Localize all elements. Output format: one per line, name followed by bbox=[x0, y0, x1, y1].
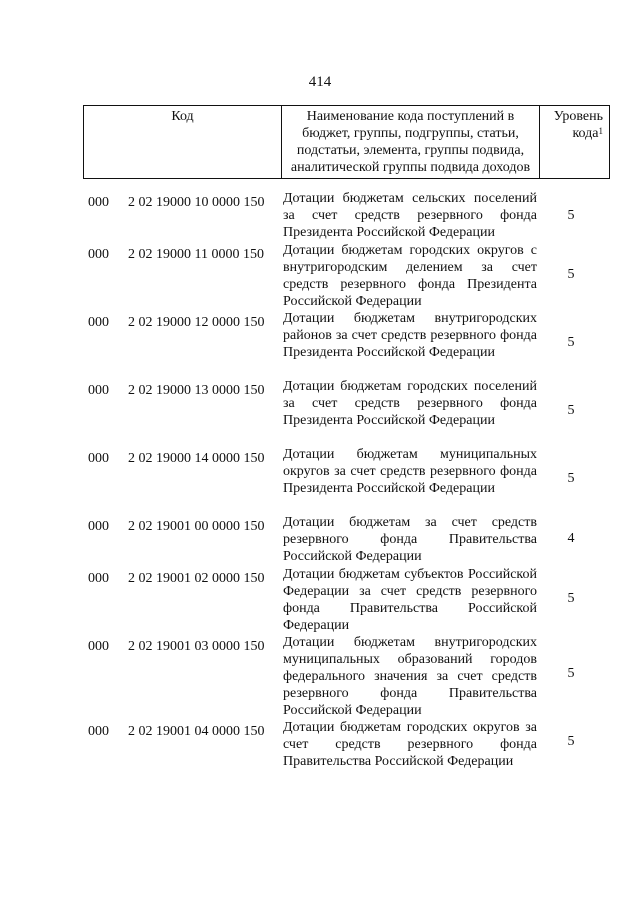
table-row bbox=[88, 378, 608, 446]
budget-code: 2 02 19000 13 0000 150 bbox=[128, 383, 265, 398]
admin-code: 000 bbox=[88, 519, 109, 534]
row-name: Дотации бюджетам внутригородских муниципальных образований городов федерального значения за счет средств резервного фонда Правительства Российской Федерации bbox=[283, 635, 537, 718]
row-name: Дотации бюджетам за счет средств резервного фонда Правительства Российской Федерации bbox=[283, 515, 537, 564]
row-name: Дотации бюджетам внутригородских районов за счет средств резервного фонда Президента Российской Федерации bbox=[283, 311, 537, 360]
table-row bbox=[88, 634, 608, 719]
budget-code: 2 02 19001 02 0000 150 bbox=[128, 571, 265, 586]
admin-code: 000 bbox=[88, 724, 109, 739]
table-row bbox=[88, 719, 608, 771]
header-level bbox=[540, 106, 610, 179]
level-value: 5 bbox=[567, 471, 575, 486]
row-name: Дотации бюджетам городских округов с внутригородским делением за счет средств резервного фонда Президента Российской Федерации bbox=[283, 243, 537, 309]
level-value: 5 bbox=[567, 267, 575, 282]
table-row bbox=[88, 190, 608, 242]
budget-code: 2 02 19001 04 0000 150 bbox=[128, 724, 265, 739]
table-body bbox=[88, 190, 608, 771]
header-name: Наименование кода поступлений в бюджет, группы, подгруппы, статьи, подстатьи, элемента, группы подвида, аналитической группы подвида доходов bbox=[282, 106, 540, 179]
table-row bbox=[88, 446, 608, 514]
budget-code: 2 02 19001 03 0000 150 bbox=[128, 639, 265, 654]
row-name: Дотации бюджетам городских округов за счет средств резервного фонда Правительства Российской Федерации bbox=[283, 720, 537, 769]
row-name: Дотации бюджетам городских поселений за счет средств резервного фонда Президента Российской Федерации bbox=[283, 379, 537, 428]
table-row bbox=[88, 310, 608, 378]
table-row bbox=[88, 514, 608, 566]
budget-code: 2 02 19000 11 0000 150 bbox=[128, 247, 264, 262]
header-level-footnote: 1 bbox=[598, 126, 603, 136]
admin-code: 000 bbox=[88, 315, 109, 330]
level-value: 5 bbox=[567, 208, 575, 223]
row-name: Дотации бюджетам муниципальных округов за счет средств резервного фонда Президента Российской Федерации bbox=[283, 447, 537, 496]
header-level-label: Уровень кода bbox=[553, 109, 603, 141]
budget-code: 2 02 19000 10 0000 150 bbox=[128, 195, 265, 210]
level-value: 5 bbox=[567, 666, 575, 681]
budget-code: 2 02 19000 12 0000 150 bbox=[128, 315, 265, 330]
budget-code: 2 02 19000 14 0000 150 bbox=[128, 451, 265, 466]
budget-code: 2 02 19001 00 0000 150 bbox=[128, 519, 265, 534]
admin-code: 000 bbox=[88, 639, 109, 654]
level-value: 5 bbox=[567, 734, 575, 749]
admin-code: 000 bbox=[88, 247, 109, 262]
table-header bbox=[83, 105, 610, 179]
level-value: 5 bbox=[567, 335, 575, 350]
table-row bbox=[88, 242, 608, 310]
header-code: Код bbox=[84, 106, 282, 179]
table-row bbox=[88, 566, 608, 634]
page-number: 414 bbox=[308, 74, 332, 90]
admin-code: 000 bbox=[88, 195, 109, 210]
level-value: 5 bbox=[567, 403, 575, 418]
admin-code: 000 bbox=[88, 451, 109, 466]
level-value: 5 bbox=[567, 591, 575, 606]
admin-code: 000 bbox=[88, 383, 109, 398]
level-value: 4 bbox=[567, 531, 575, 546]
row-name: Дотации бюджетам субъектов Российской Федерации за счет средств резервного фонда Правительства Российской Федерации bbox=[283, 567, 537, 633]
admin-code: 000 bbox=[88, 571, 109, 586]
row-name: Дотации бюджетам сельских поселений за счет средств резервного фонда Президента Российской Федерации bbox=[283, 191, 537, 240]
